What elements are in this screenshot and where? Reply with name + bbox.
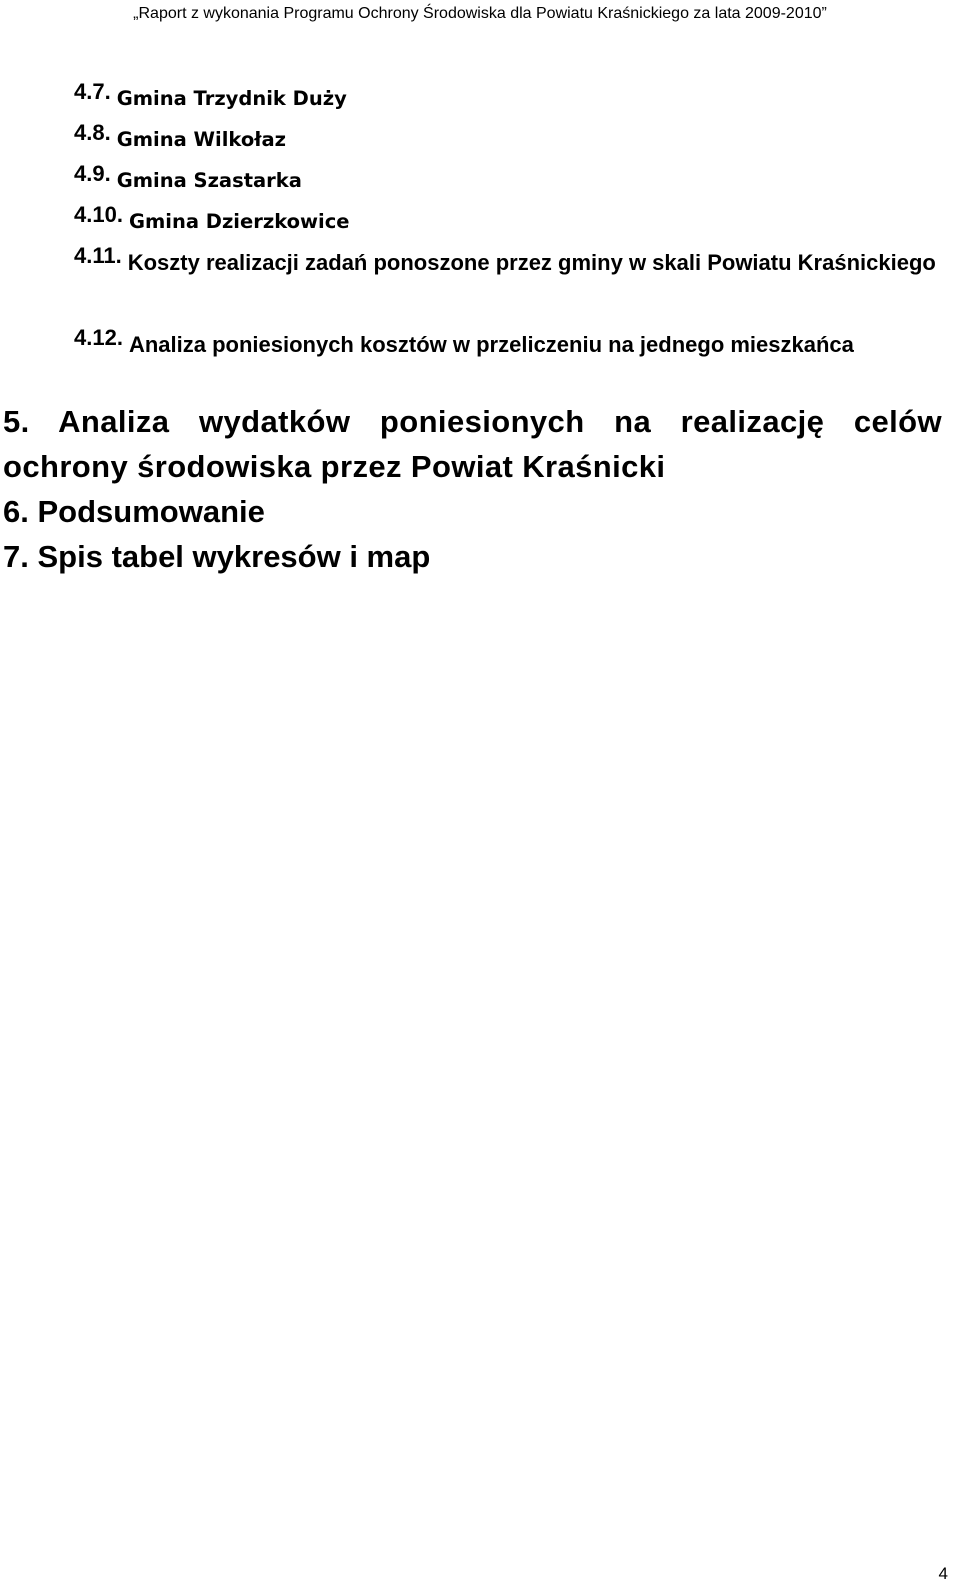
toc-item-number: 4.7.	[74, 79, 111, 104]
toc-item-4-12	[0, 324, 960, 399]
table-of-contents	[0, 78, 960, 579]
toc-item-number: 4.9.	[74, 161, 111, 186]
toc-item-number: 7.	[3, 539, 29, 574]
toc-item-text: Spis tabel wykresów i map	[37, 539, 431, 574]
toc-item-4-8	[0, 119, 960, 160]
toc-item-6	[0, 489, 960, 534]
toc-item-4-7	[0, 78, 960, 119]
toc-item-4-10	[0, 201, 960, 242]
toc-item-text: Gmina Szastarka	[116, 169, 302, 192]
toc-item-number: 4.8.	[74, 120, 111, 145]
page-number: 4	[938, 1564, 948, 1583]
toc-item-number: 4.12.	[74, 325, 123, 350]
toc-item-5	[0, 399, 960, 489]
toc-item-4-11	[0, 242, 960, 324]
toc-item-text: Analiza poniesionych kosztów w przeliczeniu na jednego mieszkańca	[128, 332, 854, 357]
toc-item-7	[0, 534, 960, 579]
toc-item-number: 4.11.	[74, 243, 122, 268]
toc-item-number: 4.10.	[74, 202, 123, 227]
toc-item-text: Podsumowanie	[37, 494, 265, 529]
toc-item-text: Koszty realizacji zadań ponoszone przez gminy w skali Powiatu Kraśnickiego	[127, 250, 936, 275]
toc-item-text: Gmina Wilkołaz	[116, 128, 287, 151]
toc-item-number: 6.	[3, 494, 29, 529]
toc-item-text: Gmina Trzydnik Duży	[116, 87, 347, 110]
toc-item-text: Analiza wydatków poniesionych na realizację celów ochrony środowiska przez Powiat Kraśnicki	[3, 404, 942, 484]
toc-item-4-9	[0, 160, 960, 201]
toc-item-number: 5.	[3, 404, 30, 439]
page-header: „Raport z wykonania Programu Ochrony Środowiska dla Powiatu Kraśnickiego za lata 2009-2010”	[133, 5, 827, 22]
toc-item-text: Gmina Dzierzkowice	[128, 210, 350, 233]
